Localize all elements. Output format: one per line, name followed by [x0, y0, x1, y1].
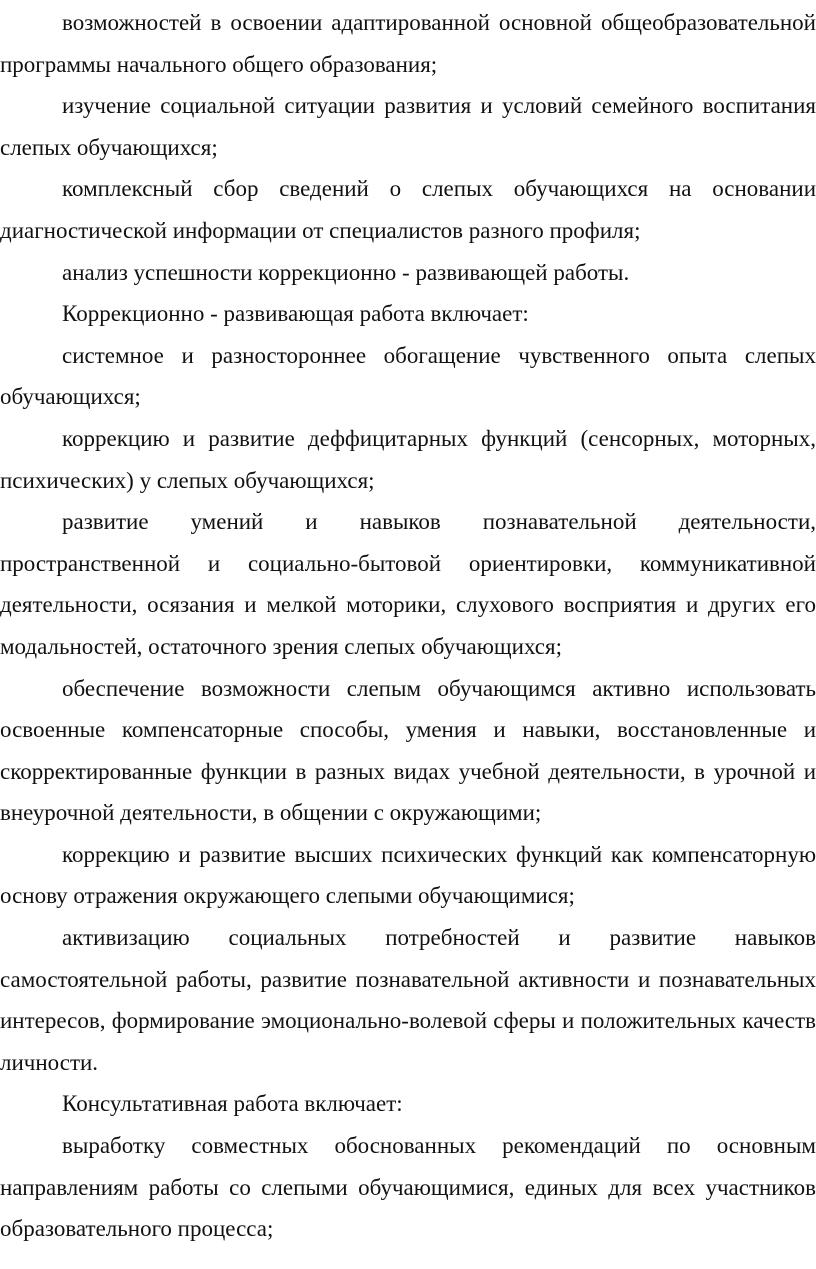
paragraph: обеспечение возможности слепым обучающимся активно использовать освоенные компенсаторные способы, умения и навыки, восстановленные и скорректированные функции в разных видах учебной деятельности, в урочной и внеурочной деятельности, в общении с окружающими;	[0, 675, 816, 826]
paragraph: анализ успешности коррекционно - развивающей работы.	[62, 259, 630, 285]
paragraph: комплексный сбор сведений о слепых обучающихся на основании диагностической информации от специалистов разного профиля;	[0, 176, 816, 243]
paragraph: активизацию социальных потребностей и развитие навыков самостоятельной работы, развитие познавательной активности и познавательных интересов, формирование эмоционально-волевой сферы и положительных качеств личности.	[0, 925, 816, 1075]
paragraph: изучение социальной ситуации развития и условий семейного воспитания слепых обучающихся;	[0, 93, 816, 160]
paragraph: возможностей в освоении адаптированной основной общеобразовательной программы начального общего образования;	[0, 10, 816, 77]
paragraph: развитие умений и навыков познавательной деятельности, пространственной и социально-бытовой ориентировки, коммуникативной деятельности, осязания и мелкой моторики, слухового восприятия и других его модальностей, остаточного зрения слепых обучающихся;	[0, 509, 816, 659]
paragraph: коррекцию и развитие высших психических функций как компенсаторную основу отражения окружающего слепыми обучающимися;	[0, 841, 816, 909]
section-lead-paragraph: Консультативная работа включает:	[62, 1091, 403, 1117]
paragraph: коррекцию и развитие деффицитарных функций (сенсорных, моторных, психических) у слепых обучающихся;	[0, 425, 816, 493]
paragraph: системное и разностороннее обогащение чувственного опыта слепых обучающихся;	[0, 342, 816, 410]
section-lead-paragraph: Коррекционно - развивающая работа включает:	[62, 301, 529, 327]
paragraph: выработку совместных обоснованных рекомендаций по основным направлениям работы со слепыми обучающимися, единых для всех участников образовательного процесса;	[0, 1133, 816, 1242]
